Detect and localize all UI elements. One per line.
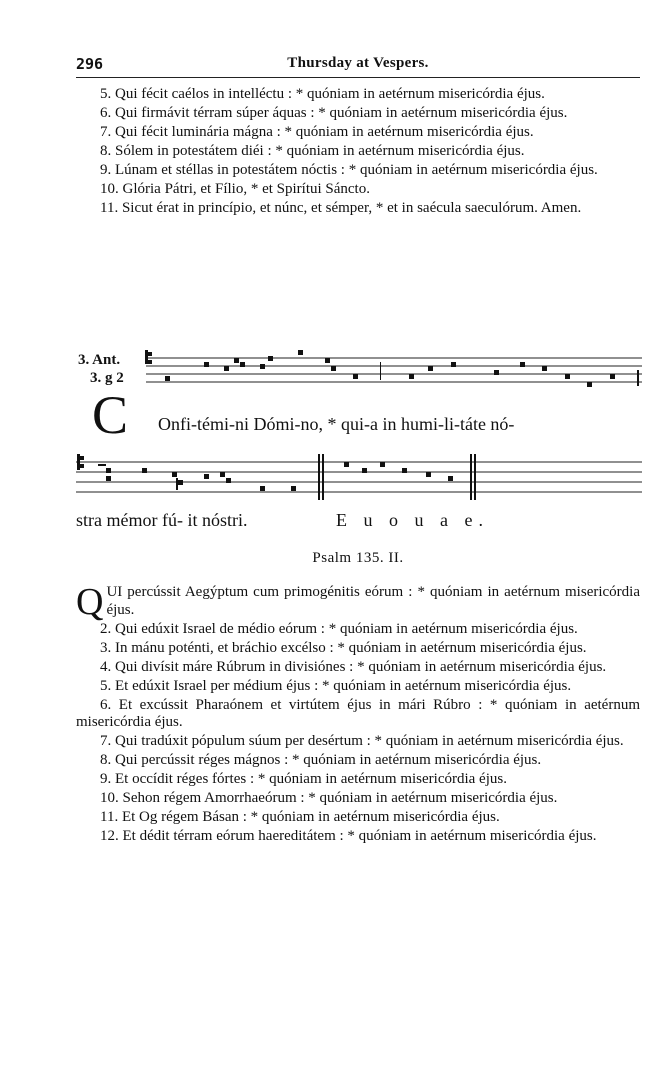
- verse: 9. Et occídit réges fórtes : * quóniam in aetérnum misericórdia éjus.: [100, 771, 507, 787]
- chant-lyrics-line-1: Onfi-témi-ni Dómi-no, * qui-a in humi-li-táte nó-: [158, 414, 515, 434]
- verse: 5. Et edúxit Israel per médium éjus : * quóniam in aetérnum misericórdia éjus.: [100, 677, 572, 694]
- first-verse: [76, 581, 640, 623]
- chant-lyrics-line-2: stra mémor fú- it nóstri.: [76, 510, 248, 530]
- verse: 9. Lúnam et stéllas in potestátem nóctis : * quóniam in aetérnum misericórdia éjus.: [100, 162, 598, 178]
- verse: 2. Qui edúxit Israel de médio eórum : * quóniam in aetérnum misericórdia éjus.: [100, 620, 578, 637]
- verse: 12. Et dédit térram eórum haereditátem : * quóniam in aetérnum misericórdia éjus.: [100, 828, 597, 844]
- verse: 6. Qui firmávit térram súper áquas : * quóniam in aetérnum misericórdia éjus.: [100, 105, 568, 121]
- chant-staff-1: [76, 344, 646, 394]
- verse: 4. Qui divísit máre Rúbrum in divisiónes : * quóniam in aetérnum misericórdia éjus.: [100, 658, 607, 675]
- verse: 11. Et Og régem Básan : * quóniam in aetérnum misericórdia éjus.: [100, 809, 500, 825]
- psalm-verses-continued: [76, 86, 640, 219]
- chant-initial: C: [92, 385, 129, 445]
- drop-cap: Q: [76, 581, 104, 623]
- psalm-verses: [76, 581, 640, 847]
- verse: 3. In mánu poténti, et bráchio excélso : * quóniam in aetérnum misericórdia éjus.: [100, 639, 587, 656]
- running-head: [76, 55, 640, 78]
- verse: 8. Sólem in potestátem diéi : * quóniam in aetérnum misericórdia éjus.: [100, 143, 525, 159]
- verse: 10. Sehon régem Amorrhaeórum : * quóniam in aetérnum misericórdia éjus.: [100, 790, 558, 806]
- euouae: E u o u a e.: [336, 510, 489, 530]
- chant-system-1: [76, 344, 646, 445]
- antiphon-mode: 3. g 2: [90, 370, 124, 386]
- antiphon-label: 3. Ant.: [78, 352, 121, 368]
- first-verse-text: UI percússit Aegýptum cum primogénitis eórum : * quóniam in aetérnum misericórdia éjus.: [106, 584, 640, 618]
- psalm-heading: Psalm 135. II.: [312, 550, 404, 566]
- chant-system-2: [76, 448, 646, 540]
- running-title: Thursday at Vespers.: [287, 55, 429, 71]
- doxology-verse: 11. Sicut érat in princípio, et núnc, et sémper, * et in saécula saeculórum. Amen.: [100, 200, 582, 216]
- verse: 8. Qui percússit réges mágnos : * quóniam in aetérnum misericórdia éjus.: [100, 752, 542, 768]
- verse: 7. Qui tradúxit pópulum súum per desértum : * quóniam in aetérnum misericórdia éjus.: [100, 733, 624, 749]
- verse: 7. Qui fécit luminária mágna : * quóniam in aetérnum misericórdia éjus.: [100, 124, 534, 140]
- verse: 6. Et excússit Pharaónem et virtútem éjus in mári Rúbro : * quóniam in aetérnum misericórdia éjus.: [76, 696, 640, 730]
- chant-staff-2: [76, 448, 646, 504]
- page-number: 296: [76, 55, 104, 73]
- verse: 5. Qui fécit caélos in intelléctu : * quóniam in aetérnum misericórdia éjus.: [100, 86, 545, 102]
- doxology-verse: 10. Glória Pátri, et Fílio, * et Spirítui Sáncto.: [100, 181, 370, 197]
